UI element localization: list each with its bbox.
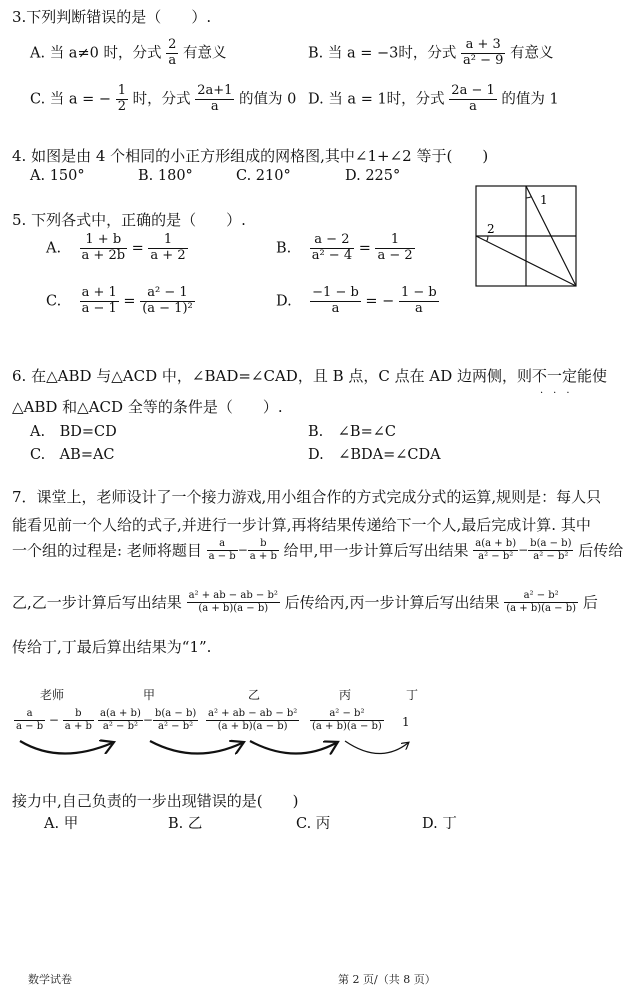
fraction: [310, 708, 384, 732]
numerator: a² + ab − ab − b²: [208, 708, 298, 719]
denominator: 2: [117, 98, 126, 114]
denominator: a: [449, 99, 496, 115]
angle-1-arc: [526, 197, 531, 198]
option-letter: B.: [276, 240, 292, 257]
q4-stem: 4. 如图是由 4 个相同的小正方形组成的网格图,其中∠1+∠2 等于( ): [12, 147, 489, 165]
denominator: a + b: [249, 550, 277, 562]
denominator: (a − 1)²: [142, 300, 193, 316]
fraction: [461, 38, 505, 69]
denominator: a + b: [64, 720, 92, 732]
relay-expr-teacher: $\frac{a}{a - b}$ − $\frac{b}{a + b}$: [16, 708, 92, 732]
option-letter: A.: [30, 45, 46, 62]
relay-arrows: [0, 735, 430, 767]
denominator: a² − b²: [473, 550, 518, 563]
q6-line-1: 6. 在△ABD 与△ACD 中，∠BAD=∠CAD，且 B 点，C 点在 AD 边两侧，则不一定能使: [12, 367, 608, 385]
option-letter: D.: [308, 91, 324, 108]
q7-line-1: 7．课堂上，老师设计了一个接力游戏,用小组合作的方式完成分式的运算,规则是：每人只: [12, 488, 602, 506]
numerator: a(a + b): [100, 708, 141, 719]
q6-option-a: A. BD=CD: [30, 424, 117, 440]
numerator: 1: [117, 83, 126, 98]
relay-expr-jia: $\frac{a(a + b)}{\text{a² − b²}}$ − $\frac{b(a - b)}{\text{a² − b²}}$: [100, 708, 197, 732]
text-run: 后传给: [578, 541, 624, 560]
numerator: b: [75, 708, 82, 719]
q5-stem: 5. 下列各式中，正确的是（ ）.: [12, 211, 246, 229]
numerator: b(a − b): [530, 538, 572, 549]
q3-stem: 3.下列判断错误的是（ ）.: [12, 8, 212, 26]
denominator: a − 2: [377, 247, 413, 263]
numerator: 2a+1: [197, 83, 233, 98]
denominator: (a + b)(a − b): [206, 720, 299, 733]
q3-option-a: [30, 38, 226, 69]
relay-label-jia: 甲: [143, 688, 156, 702]
fraction: [207, 538, 238, 562]
text-run: 一个组的过程是: 老师将题目: [12, 541, 202, 560]
text-run: 后: [582, 593, 598, 612]
option-letter: C.: [46, 293, 62, 310]
option-letter: B.: [308, 45, 324, 62]
fraction: [473, 538, 518, 562]
option-text: 的值为 1: [501, 91, 559, 108]
option-text: 有意义: [509, 45, 554, 62]
relay-expr-yi: [206, 708, 299, 732]
grid-figure: [474, 184, 580, 290]
option-text: 有意义: [182, 45, 227, 62]
denominator: (a + b)(a − b): [187, 602, 280, 615]
numerator: a² + ab − ab − b²: [188, 590, 278, 601]
fraction: [148, 233, 187, 264]
numerator: a + 3: [465, 37, 501, 52]
numerator: 1 − b: [400, 285, 437, 300]
angle-2-arc: [487, 236, 488, 241]
relay-label-ding: 丁: [406, 688, 419, 702]
fraction: [80, 286, 119, 317]
q6-option-d: D. ∠BDA=∠CDA: [308, 447, 441, 463]
numerator: 2a − 1: [451, 83, 495, 98]
q5-option-b: B. $\frac{a - 2}{\text{a² − 4}}$ = $\frac{1}{a - 2}$: [276, 232, 413, 263]
q7-option-c: C. 丙: [296, 816, 331, 832]
q7-option-d: D. 丁: [422, 816, 457, 832]
numerator: a: [26, 708, 33, 719]
q3-option-d: [308, 84, 559, 115]
q3-option-c: [30, 84, 296, 115]
fraction: [80, 233, 128, 264]
fraction: [206, 708, 299, 732]
numerator: a − 2: [314, 232, 350, 247]
relay-expr-bing: [310, 708, 384, 732]
fraction: [187, 590, 280, 614]
fraction: [528, 538, 573, 562]
fraction: [153, 708, 198, 732]
option-text: 当 a = 1时，分式: [328, 91, 445, 108]
q7-option-b: B. 乙: [168, 816, 203, 832]
numerator: −1 − b: [312, 285, 359, 300]
q4-option-a: A. 150°: [30, 168, 85, 184]
arrow-jia-to-yi: [150, 741, 242, 754]
emphasis-dots: ···: [540, 388, 580, 399]
numerator: a(a + b): [475, 538, 517, 549]
q4-option-c: C. 210°: [236, 168, 291, 184]
option-text: 的值为 0: [238, 91, 297, 108]
q6-line-2: △ABD 和△ACD 全等的条件是（ ）.: [12, 398, 283, 416]
fraction: [375, 233, 414, 264]
arrow-yi-to-bing: [250, 741, 336, 754]
fraction: [98, 708, 143, 732]
denominator: (a + b)(a − b): [312, 720, 382, 732]
option-text: 当 a = −: [49, 91, 112, 108]
q6-option-c: C. AB=AC: [30, 447, 115, 463]
fraction: [248, 538, 279, 562]
q4-option-b: B. 180°: [138, 168, 193, 184]
numerator: 1: [390, 232, 400, 247]
fraction: [399, 286, 439, 317]
numerator: 1 + b: [85, 232, 122, 247]
option-text: 当 a = −3时，分式: [327, 45, 457, 62]
text-run: 后传给丙,丙一步计算后写出结果: [284, 593, 500, 612]
numerator: b: [260, 538, 267, 549]
arrow-teacher-to-jia: [20, 741, 112, 754]
text-run: 给甲,甲一步计算后写出结果: [283, 541, 469, 560]
numerator: a² − b²: [329, 708, 365, 719]
denominator: (a + b)(a − b): [506, 602, 577, 614]
q7-option-a: A. 甲: [44, 816, 79, 832]
q7-line-2: 能看见前一个人给的式子,并进行一步计算,再将结果传递给下一个人,最后完成计算. 其中: [12, 516, 591, 534]
denominator: a² − b²: [98, 720, 143, 733]
angle-2-label: 2: [487, 222, 495, 236]
text-run: 乙,乙一步计算后写出结果: [12, 593, 182, 612]
q7-line-3: 一个组的过程是: 老师将题目 $\frac{a}{a - b}$ − $\frac{b}{a + b}$ 给甲,甲一步计算后写出结果 $\frac{a(a + b)}{\text{a² − b²}}$ − $\frac{b(a - b)}{\text{a² − b²}}$ 后传给: [12, 538, 624, 562]
denominator: a² − b²: [528, 550, 573, 563]
fraction: [116, 84, 128, 115]
q7-question: 接力中,自己负责的一步出现错误的是( ): [12, 792, 299, 810]
arrow-bing-to-ding: [345, 741, 408, 754]
numerator: b(a − b): [154, 708, 197, 719]
denominator: a − b: [16, 720, 44, 732]
numerator: a² − b²: [523, 590, 559, 601]
footer-page-number: 第 2 页/（共 8 页）: [338, 973, 436, 986]
denominator: a² − b²: [153, 720, 198, 733]
fraction: [310, 286, 361, 317]
fraction: [504, 590, 578, 614]
numerator: 1: [163, 232, 173, 247]
denominator: a + 2b: [81, 247, 126, 263]
q5-option-d: D. $\frac{-1 - b}{a}$ = − $\frac{1 - b}{a}$: [276, 285, 437, 316]
fraction: [63, 708, 94, 732]
denominator: a: [310, 301, 361, 317]
option-letter: D.: [276, 293, 292, 310]
option-text: 当 a≠0 时，分式: [49, 45, 162, 62]
numerator: a² − 1: [147, 285, 188, 300]
numerator: a + 1: [81, 285, 117, 300]
relay-label-yi: 乙: [248, 688, 261, 702]
angle-1-label: 1: [540, 193, 548, 207]
denominator: a − 1: [81, 300, 117, 316]
denominator: a² − 4: [311, 247, 353, 263]
q3-option-b: [308, 38, 553, 69]
relay-final-result: 1: [402, 715, 410, 729]
relay-label-teacher: 老师: [40, 688, 65, 702]
denominator: a + 2: [150, 247, 186, 263]
q7-line-5: 传给丁,丁最后算出结果为“1”.: [12, 638, 212, 656]
q5-option-c: C. $\frac{a + 1}{a - 1}$ = $\frac{\text{a² − 1}}{\text{(a − 1)²}}$: [46, 285, 193, 316]
q7-line-4: [12, 590, 598, 614]
q5-option-a: A. $\frac{1 + b}{a + 2b}$ = $\frac{1}{a + 2}$: [46, 232, 186, 263]
q6-option-b: B. ∠B=∠C: [308, 424, 396, 440]
option-letter: C.: [30, 91, 46, 108]
fraction: [166, 38, 178, 69]
option-letter: A.: [46, 240, 62, 257]
numerator: a: [219, 538, 226, 549]
denominator: a² − 9: [462, 52, 504, 68]
fraction: [310, 233, 354, 264]
fraction: [140, 286, 195, 317]
fraction: [14, 708, 45, 732]
denominator: a − b: [208, 550, 236, 562]
denominator: a: [166, 53, 178, 69]
relay-label-bing: 丙: [339, 688, 352, 702]
denominator: a: [195, 99, 234, 115]
fraction: [195, 84, 234, 115]
denominator: a: [399, 301, 439, 317]
numerator: 2: [168, 37, 177, 52]
footer-subject: 数学试卷: [28, 973, 72, 986]
q4-option-d: D. 225°: [345, 168, 401, 184]
fraction: [449, 84, 496, 115]
option-text: 时，分式: [132, 91, 191, 108]
